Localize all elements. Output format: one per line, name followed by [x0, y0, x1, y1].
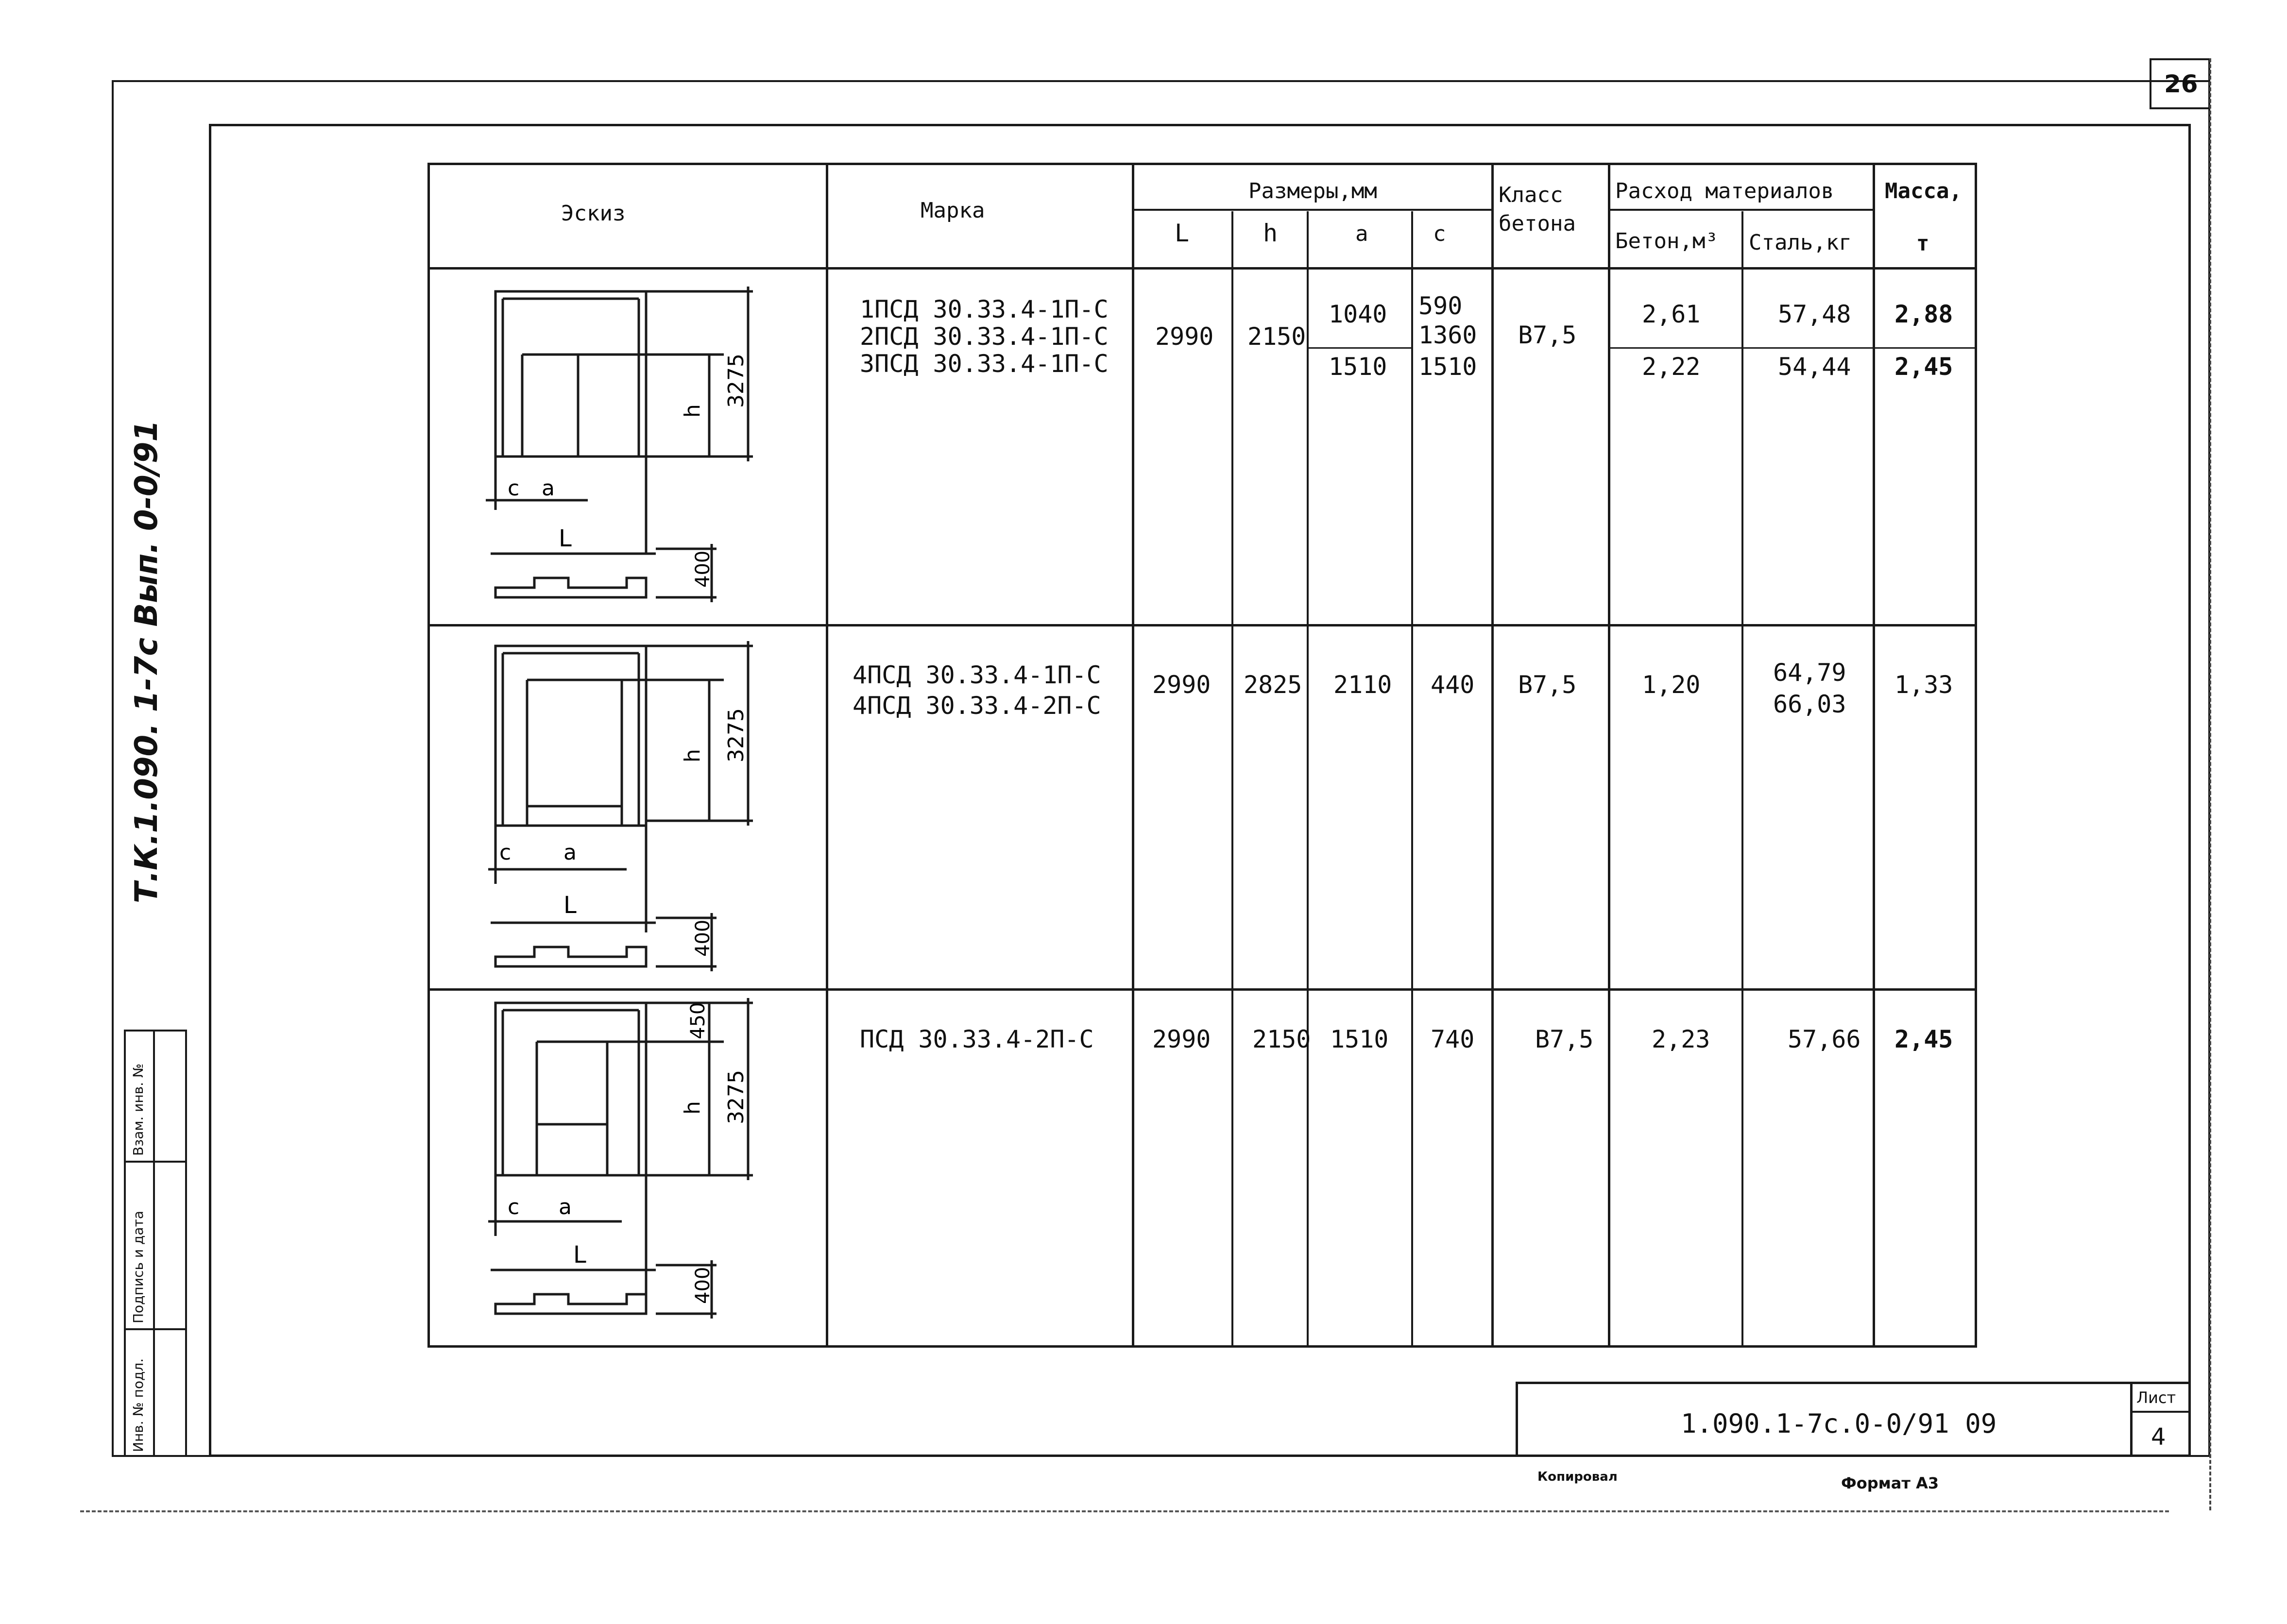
row2-mark-1: 4ПСД 30.33.4-1П-С	[853, 661, 1101, 689]
row1-mark-2: 2ПСД 30.33.4-1П-С	[860, 322, 1109, 351]
row2-a: 2110	[1333, 671, 1392, 699]
row-divider-2	[427, 988, 1977, 991]
header-mass: Масса,	[1885, 179, 1962, 203]
row2-class: В7,5	[1518, 671, 1577, 699]
document-code: 1.090.1-7с.0-0/91 09	[1681, 1408, 1997, 1439]
sketch-row1	[481, 272, 772, 612]
row3-class: В7,5	[1535, 1025, 1594, 1053]
footer-format: Формат А3	[1841, 1474, 1939, 1492]
scan-edge-bottom	[80, 1510, 2169, 1512]
row-divider-1	[427, 624, 1977, 626]
row1-h: 2150	[1247, 322, 1306, 351]
row3-L: 2990	[1152, 1025, 1211, 1053]
row1-concrete-1: 2,61	[1642, 300, 1701, 328]
sketch1-c-label: c	[508, 476, 520, 501]
row1-concrete-2: 2,22	[1642, 353, 1701, 381]
sketch3-L-label: L	[573, 1241, 586, 1269]
sketch-row2	[481, 631, 772, 981]
col-line-materials	[1608, 163, 1610, 1348]
row1-steel-2: 54,44	[1778, 353, 1851, 381]
title-block-divider	[2130, 1382, 2133, 1457]
row2-mass: 1,33	[1894, 671, 1953, 699]
row3-h: 2150	[1252, 1025, 1311, 1053]
sketch2-c-label: c	[499, 840, 512, 865]
header-mass-unit: т	[1916, 231, 1929, 256]
header-bottom	[427, 267, 1977, 270]
stamp-label-replace: Взам. инв. №	[130, 1063, 146, 1156]
sketch-row3	[481, 993, 772, 1333]
sketch2-total-label: 3275	[724, 708, 749, 762]
header-c: c	[1433, 221, 1446, 246]
header-concrete: Бетон,м³	[1615, 229, 1718, 254]
row3-a: 1510	[1330, 1025, 1389, 1053]
row1-L: 2990	[1155, 322, 1214, 351]
sketch3-h-label: h	[680, 1101, 705, 1115]
header-h: h	[1263, 219, 1278, 247]
scan-edge-right	[2209, 58, 2211, 1510]
row2-steel-2: 66,03	[1773, 690, 1846, 718]
row2-L: 2990	[1152, 671, 1211, 699]
header-concrete-class: Класс бетона	[1499, 183, 1576, 237]
col-line-class	[1491, 163, 1494, 1348]
header-sizes: Размеры,мм	[1248, 179, 1377, 203]
sketch2-a-label: a	[563, 840, 577, 865]
row1-a-1: 1040	[1329, 300, 1387, 328]
row2-c: 440	[1431, 671, 1475, 699]
header-a: a	[1355, 221, 1368, 246]
row1-mark-3: 3ПСД 30.33.4-1П-С	[860, 350, 1109, 378]
side-stamp: Т.К.1.090. 1-7с Вып. 0-0/91	[129, 420, 165, 903]
row2-concrete: 1,20	[1642, 671, 1701, 699]
header-subline-materials	[1608, 209, 1873, 211]
col-line-mark	[826, 163, 828, 1348]
sketch3-total-label: 3275	[724, 1070, 749, 1124]
sketch1-L-label: L	[559, 525, 572, 552]
col-line-c	[1411, 211, 1413, 1348]
header-L: L	[1175, 219, 1190, 247]
sketch2-L-label: L	[563, 892, 577, 919]
sheet-number-top: 26	[2164, 70, 2198, 98]
row2-h: 2825	[1244, 671, 1302, 699]
col-line-a	[1307, 211, 1309, 1348]
col-line-steel	[1741, 211, 1743, 1348]
stamp-label-inv: Инв. № подл.	[130, 1358, 146, 1452]
col-line-L	[1132, 163, 1134, 1348]
sheet-number: 4	[2151, 1423, 2166, 1451]
row3-mass: 2,45	[1894, 1025, 1953, 1053]
row1-mark-1: 1ПСД 30.33.4-1П-С	[860, 295, 1109, 323]
row1-c-3: 1510	[1418, 353, 1477, 381]
sketch1-a-label: a	[542, 476, 555, 501]
sketch3-thick-label: 400	[692, 1267, 714, 1304]
title-block-sheet-sep	[2130, 1411, 2191, 1413]
row3-steel: 57,66	[1788, 1025, 1861, 1053]
row1-c-2: 1360	[1418, 321, 1477, 349]
row3-concrete: 2,23	[1652, 1025, 1710, 1053]
row2-mark-2: 4ПСД 30.33.4-2П-С	[853, 692, 1101, 720]
sketch3-top-label: 450	[687, 1002, 709, 1039]
sketch2-h-label: h	[680, 749, 705, 762]
row1-mass-2: 2,45	[1894, 353, 1953, 381]
sketch1-h-label: h	[680, 404, 705, 418]
stamp-label-signature: Подпись и дата	[130, 1211, 146, 1323]
row1-c-1: 590	[1418, 292, 1463, 320]
col-line-h	[1231, 211, 1233, 1348]
left-stamp-sep-1	[124, 1161, 187, 1163]
col-line-mass	[1873, 163, 1875, 1348]
header-subline-sizes	[1132, 209, 1491, 211]
sketch1-thick-label: 400	[692, 550, 714, 588]
row2-steel-1: 64,79	[1773, 659, 1846, 687]
left-stamp-sep-2	[124, 1328, 187, 1330]
sketch3-c-label: c	[508, 1195, 520, 1219]
header-materials: Расход материалов	[1615, 179, 1834, 203]
sheet-label: Лист	[2136, 1388, 2176, 1407]
row1-split-materials	[1608, 347, 1977, 349]
row1-steel-1: 57,48	[1778, 300, 1851, 328]
header-sketch: Эскиз	[561, 201, 626, 226]
sketch1-total-label: 3275	[724, 354, 749, 408]
row3-mark-1: ПСД 30.33.4-2П-С	[860, 1025, 1094, 1053]
sketch3-a-label: a	[559, 1195, 572, 1219]
left-stamp-divider	[153, 1030, 155, 1457]
row1-class: В7,5	[1518, 321, 1577, 349]
footer-copied: Копировал	[1537, 1470, 1618, 1484]
sketch2-thick-label: 400	[692, 919, 714, 957]
row1-a-2: 1510	[1329, 353, 1387, 381]
row1-split-a	[1307, 347, 1411, 349]
header-mark: Марка	[921, 198, 985, 223]
row1-mass-1: 2,88	[1894, 300, 1953, 328]
row3-c: 740	[1431, 1025, 1475, 1053]
header-steel: Сталь,кг	[1749, 230, 1852, 255]
